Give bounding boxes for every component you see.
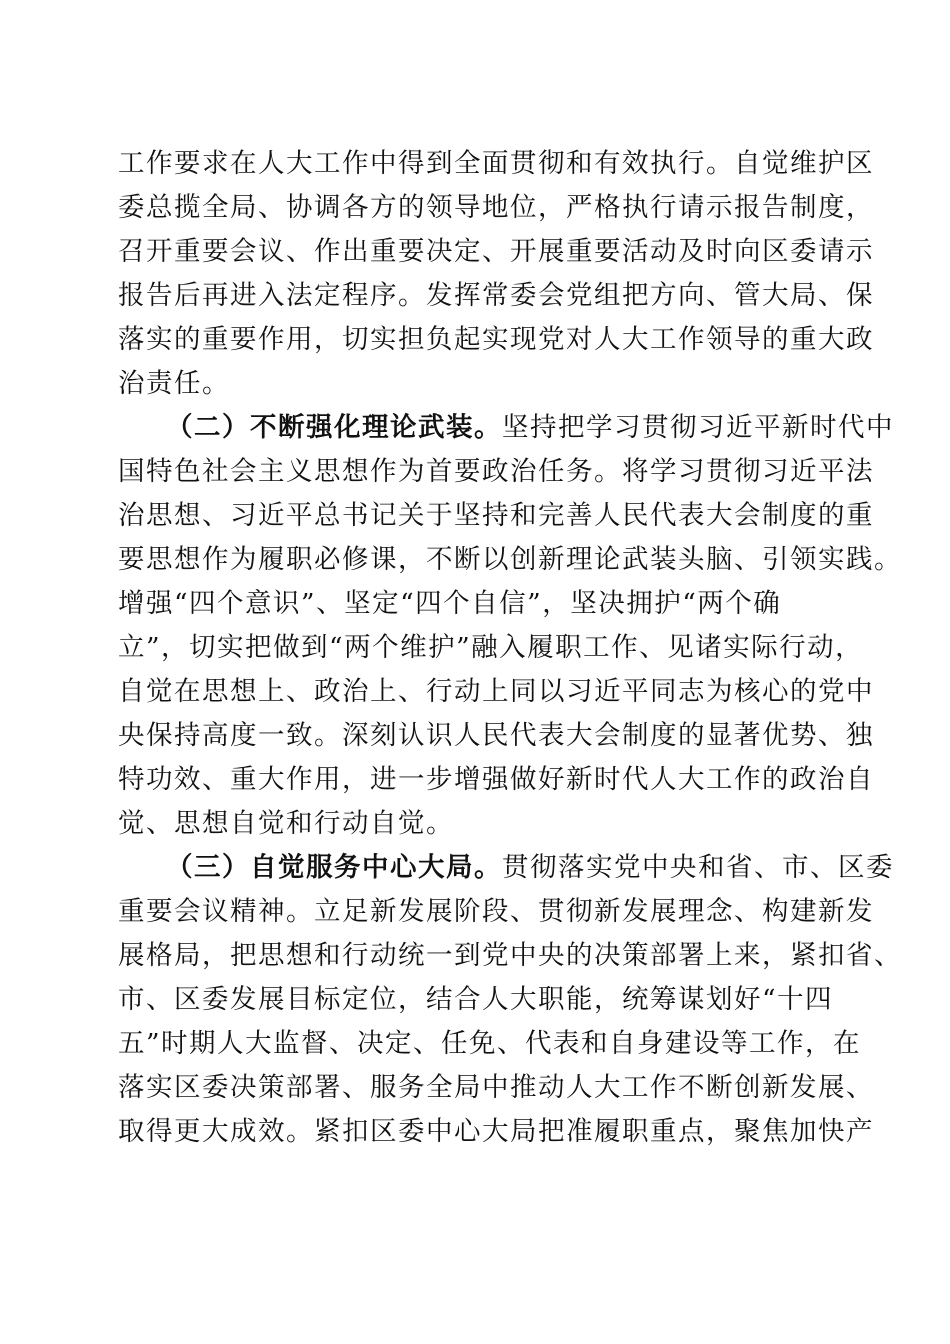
paragraph-line: 委总揽全局、协调各方的领导地位，严格执行请示报告制度， bbox=[118, 192, 874, 223]
paragraph-line: 工作要求在人大工作中得到全面贯彻和有效执行。自觉维护区 bbox=[118, 148, 874, 179]
paragraph-line: 落实区委决策部署、服务全局中推动人大工作不断创新发展、 bbox=[118, 1072, 874, 1103]
paragraph-line: 自觉在思想上、政治上、行动上同以习近平同志为核心的党中 bbox=[118, 676, 874, 707]
paragraph-line: 国特色社会主义思想作为首要政治任务。将学习贯彻习近平法 bbox=[118, 456, 874, 487]
paragraph-line: 召开重要会议、作出重要决定、开展重要活动及时向区委请示 bbox=[118, 236, 874, 267]
paragraph-line: 重要会议精神。立足新发展阶段、贯彻新发展理念、构建新发 bbox=[118, 896, 874, 927]
paragraph-line: 要思想作为履职必修课，不断以创新理论武装头脑、引领实践。 bbox=[118, 544, 902, 575]
paragraph-line: 市、区委发展目标定位，结合人大职能，统筹谋划好“十四 bbox=[118, 984, 834, 1015]
paragraph-line: 治思想、习近平总书记关于坚持和完善人民代表大会制度的重 bbox=[118, 500, 874, 531]
section-3-first-line-text: 贯彻落实党中央和省、市、区委 bbox=[502, 852, 894, 883]
paragraph-line: 报告后再进入法定程序。发挥常委会党组把方向、管大局、保 bbox=[118, 280, 874, 311]
section-3-first-line bbox=[166, 846, 894, 890]
section-2-first-line bbox=[166, 406, 894, 450]
paragraph-line: 立”，切实把做到“两个维护”融入履职工作、见诸实际行动， bbox=[118, 632, 864, 663]
paragraph-line: 央保持高度一致。深刻认识人民代表大会制度的显著优势、独 bbox=[118, 720, 874, 751]
paragraph-line: 五”时期人大监督、决定、任免、代表和自身建设等工作，在 bbox=[118, 1028, 862, 1059]
section-2-heading: （二）不断强化理论武装。 bbox=[166, 412, 502, 443]
paragraph-line: 展格局，把思想和行动统一到党中央的决策部署上来，紧扣省、 bbox=[118, 940, 902, 971]
section-3-heading: （三）自觉服务中心大局。 bbox=[166, 852, 502, 883]
section-2-first-line-text: 坚持把学习贯彻习近平新时代中 bbox=[502, 412, 894, 443]
paragraph-line: 特功效、重大作用，进一步增强做好新时代人大工作的政治自 bbox=[118, 764, 874, 795]
paragraph-line: 觉、思想自觉和行动自觉。 bbox=[118, 808, 454, 839]
paragraph-line: 治责任。 bbox=[118, 368, 230, 399]
paragraph-line: 增强“四个意识”、坚定“四个自信”，坚决拥护“两个确 bbox=[118, 588, 782, 619]
paragraph-line: 取得更大成效。紧扣区委中心大局把准履职重点，聚焦加快产 bbox=[118, 1116, 874, 1147]
paragraph-line: 落实的重要作用，切实担负起实现党对人大工作领导的重大政 bbox=[118, 324, 874, 355]
